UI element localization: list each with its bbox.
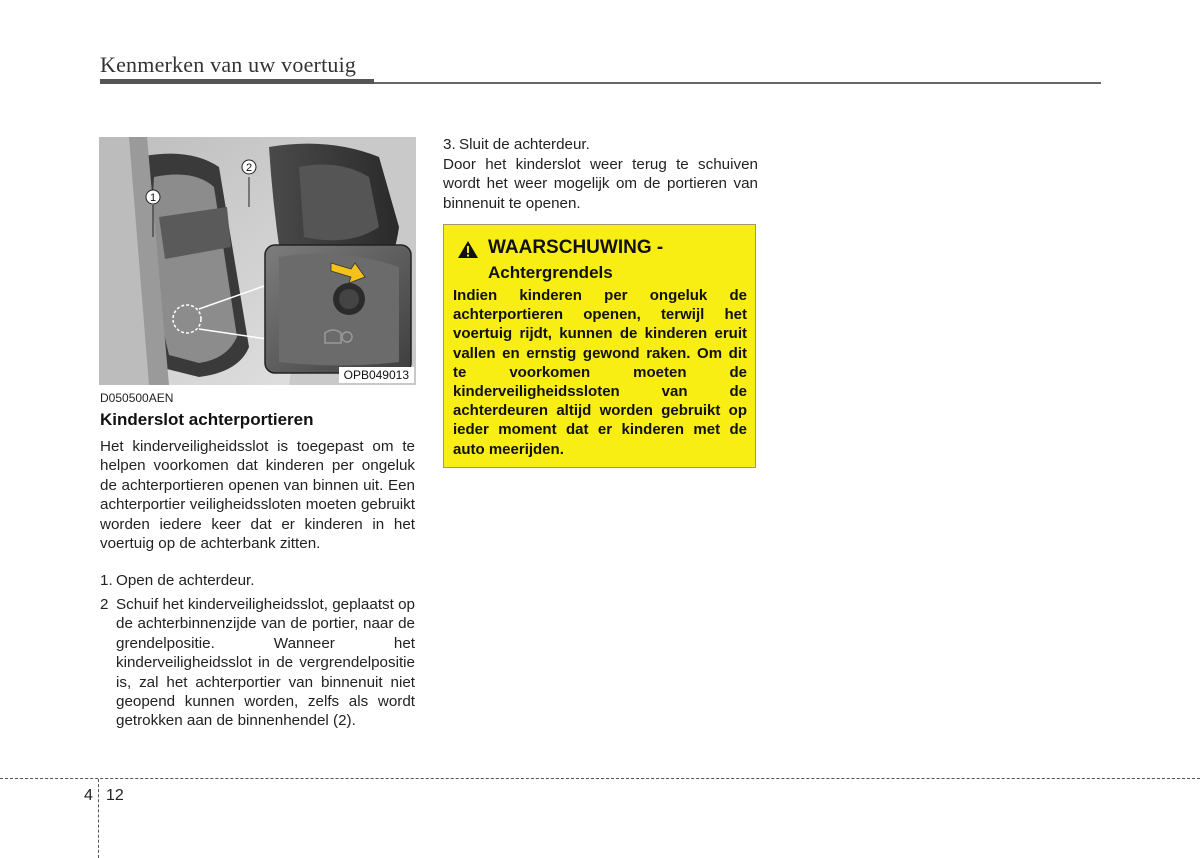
intro-paragraph: Het kinderveiligheidsslot is toegepast om te helpen voorkomen dat kinderen per ongeluk de achterportieren openen van binnen uit. Een achterportier veiligheidssloten moeten gebruikt worden iedere keer dat er kinderen in het voertuig op de achterbank zitten.	[100, 438, 415, 553]
page-number: 12	[106, 787, 124, 804]
step-3-number: 3.	[443, 136, 456, 153]
callout-2-label: 2	[245, 162, 253, 174]
door-child-lock-figure	[99, 137, 416, 385]
step-1	[100, 571, 415, 590]
warning-box	[443, 224, 756, 468]
step-2	[100, 595, 415, 731]
figure-code: OPB049013	[339, 367, 414, 383]
header-rule-thin	[374, 82, 1101, 84]
callout-1-label: 1	[149, 192, 157, 204]
section-title: Kinderslot achterportieren	[100, 410, 314, 429]
warning-triangle-icon	[457, 240, 479, 259]
footer-vertical-divider	[98, 779, 99, 858]
page-header-title: Kenmerken van uw voertuig	[100, 52, 357, 77]
step-3	[443, 135, 758, 154]
reference-code: D050500AEN	[100, 391, 174, 405]
unlock-paragraph: Door het kinderslot weer terug te schuiven wordt het weer mogelijk om de portieren van binnenuit te openen.	[443, 156, 758, 212]
step-1-number: 1.	[100, 572, 113, 589]
door-illustration	[99, 137, 416, 385]
header-rule	[100, 79, 374, 84]
warning-body: Indien kinderen per ongeluk de achterportieren openen, terwijl het voertuig rijdt, kunnen de kinderen eruit vallen en ernstig gewond raken. Om dit te voorkomen moeten de kinderveiligheidssloten van de achterdeuren altijd worden gebruikt op ieder moment dat er kinderen met de auto meerijden.	[453, 287, 747, 458]
step-2-text: Schuif het kinderveiligheidsslot, geplaatst op de achterbinnenzijde van de portier, naar de grendelpositie. Wanneer het kinderveiligheidsslot in de vergrendelpositie is, zal het achterportier van binnenuit niet geopend kunnen worden, zelfs als wordt getrokken aan de binnenhendel (2).	[116, 596, 415, 730]
step-1-text: Open de achterdeur.	[116, 572, 255, 589]
chapter-number: 4	[84, 787, 93, 804]
step-2-number: 2	[100, 596, 109, 613]
footer-divider	[0, 778, 1200, 779]
warning-title: WAARSCHUWING -	[488, 237, 664, 258]
step-3-text: Sluit de achterdeur.	[459, 136, 590, 153]
warning-subtitle: Achtergrendels	[488, 263, 613, 282]
